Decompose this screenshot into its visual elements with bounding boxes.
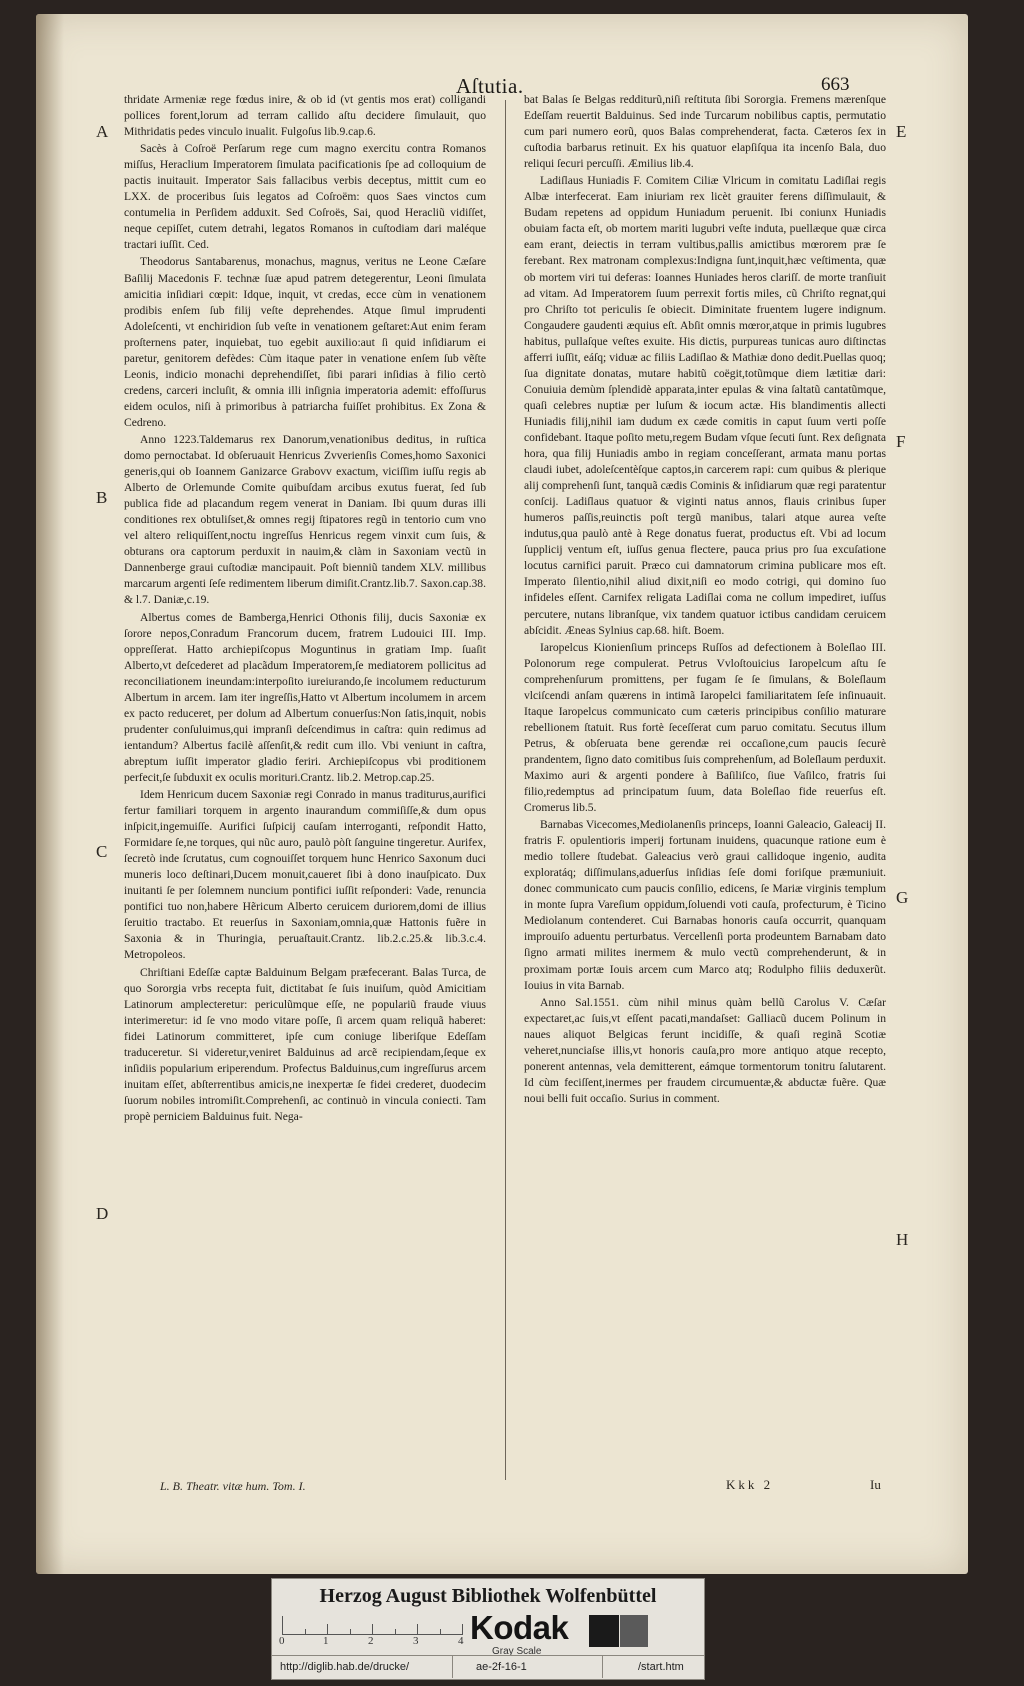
ruler-tick [350, 1629, 351, 1634]
catchword: Kkk 2 [726, 1477, 774, 1492]
paragraph: Anno 1223.Taldemarus rex Danorum,venationibus deditus, in ruſtica domo pernoctabat. Id obſeruauit Henricus Zvverienſis Comes,homo Saxonici generis,qui ob Ioannem Ganizarce Grabovv exactum, viciſſim iuſſu regis ab Alberto de Orlemunde Comite quibuſdam arcibus exutus fuerat, ſed ſub publica fide ad placandum regem venerat in Daniam. Ibi quum duras illi conditiones rex obtuliſset,& omnes regij ſtipatores regũ in tentorio cum vno vel altero reliquiſſent,noctu ingreſſus Henricus regem vinxit cum ſuis, & obturans ora captorum perduxit in nauim,& clàm in Saxoniam vectũ in Dannenberge graui cuſtodiæ mancipauit. Poſt bienniũ tandem XLV. millibus marcarum argenti ſeſe redimentem liberum dimiſit.Crantz.lib.7. Saxon.cap.38. & l.7. Daniæ,c.19. [124, 432, 486, 607]
ruler-tick [372, 1624, 373, 1634]
ruler-tick [327, 1624, 328, 1634]
margin-letter-b: B [96, 488, 108, 507]
library-name: Herzog August Bibliothek Wolfenbüttel [319, 1585, 657, 1607]
gray-scale-label: Gray Scale [492, 1646, 542, 1657]
next-word: Iu [870, 1477, 881, 1492]
archive-url: http://diglib.hab.de/drucke/ [280, 1661, 410, 1673]
paragraph: Chriſtiani Edeſſæ captæ Balduinum Belgam præfecerant. Balas Turca, de quo Sororgia vrbs recepta fuit, dictitabat ſe ſuis inuiſum, quòd Amicitiam Latinorum amplecteretur: periculũmque eſſe, ne populariũ fraude viuus interimeretur: id ſe vno modo vitare poſſe, ſi arcem quam reliquã haberet: fidei Latinorum committeret, ipſe cum coniuge liberiſque Edeſſam traduceretur. Si videretur,veniret Balduinus ad arcẽ recipiendam,ſeque ex inſidiis popularium eriperendum. Profectus Balduinus,cum ingreſſurus arcem inuitam eſſet, abſterrentibus amicis,ne inexpertæ ſe fidei crederet, duodecim ſuorum nobiles intromiſit.Comprehenſi, ac continuò in vincula coniecti. Tam propè perniciem Balduinus fuit. Nega- [124, 965, 486, 1123]
ruler-number: 1 [323, 1635, 329, 1647]
signature-mark: L. B. Theatr. vitæ hum. Tom. I. [160, 1479, 306, 1493]
margin-letter-d: D [96, 1204, 109, 1223]
archive-color-card [271, 1578, 705, 1680]
ruler-tick [305, 1629, 306, 1634]
ruler-number: 4 [458, 1635, 464, 1647]
url-separator [452, 1656, 453, 1678]
page-number: 663 [821, 74, 850, 95]
paragraph: Theodorus Santabarenus, monachus, magnus, veritus ne Leone Cæſare Baſilij Macedonis F. technæ ſuæ apud patrem detegerentur, Leoni ſimulata amicitia inſidiari cœpit: Idque, inquit, vt credas, ecce cùm in venationem prodibis enſem ſub filij veſte deprehendes. Atque ſimul imprudenti Adoleſcenti, vt enchiridion ſub veſte in venationem geſtaret:Aut enim feram proſternens pater, inquiebat, tuo egebit auxilio:aut ſi quid inſidiarum ei paretur, genitorem defèdes: Cùm itaque pater in venatione enſem ſub vẽſte Leonis, indicio monachi deprehendiſſet, ſibi parari inſidias à filio certò credens, carceri incluſit, & omnia illi inſignia imperatoria ademit: effoſſurus eidem oculos, niſi à primoribus à patriarcha fuiſſet prohibitus. Ex Zona & Cedreno. [124, 255, 486, 429]
margin-letter-c: C [96, 842, 108, 861]
ruler-numbers [276, 1635, 466, 1649]
paragraph: Ladiſlaus Huniadis F. Comitem Ciliæ Vlricum in comitatu Ladiſlai regis Albæ interfecerat. Eam iniuriam rex licèt grauiter ferens diſſimulauit, & Budam repetens ad oppidum Huniadum peruenit. Ibi coniunx Huniadis obuiam facta eſt, ob mortem mariti lugubri veſte induta, puellæque quæ circa eam erant, deiectis in terram vultibus,pallis amictibus mœrorem præ ſe ferebant. Rex matronam complexus:Indigna ſunt,inquit,hæc veſtimenta, quæ ob mortem viri tui deferas: Ioannes Huniades heros clariſſ. de morte tranſiuit ad vitam. Ad Imperatorem ſuum perrexit fortis miles, cũ Chriſto regnat,qui pro Chriſto tot periculis ſe obiecit. Diminitate fruentem lugere indignum. Congaudere gaudenti æquius eſt. Abſit omnis mœror,atque in primis lugubres habitus, pullaſque veſtes exuite. His dictis, purpureas tunicas auro diſtinctas afferri iuſſit, eáſq; viduæ ac filiis Ladiſlao & Mathiæ dono dedit.Puellas quoq; ſua dignitate donatas, mutare habitũ coëgit,totũmque diem lætitiæ dari: Conuiuia demùm ſplendidè apparata,inter epulas & vina ſaltatũ cantatũmque, quaſi celebres nuptiæ per luſum & iocum actæ. His blandimentis allecti Huniadis filij,nihil iam dudum ex cæde comitis in caput ſuum verti poſſe confidebant. Itaque poſito metu,regem Budam vſque ſecuti ſunt. Rex deſignata hora, qua filij Huniadis ambo in regiam conceſſerant, armata manu portas claudi iubet, adoleſcentèſque captos,in carcerem rapi: cum quibus & plerique alij comprehenſi ſunt, tanquã cædis Cominis & inſidiarum quæ regi paratentur conſcij. Ladiſlaus quatuor & viginti natus annos, flauis crinibus ſuper humeros paſſis,reuinctis poſt tergũ manibus, talari atque aurea veſte indutus,qua paulò antè à Rege donatus fuerat, productus eſt. Vbi ad locum ſupplicij ventum eſt, iuſſus genua flectere, pauca prius pro ſua excuſatione locutus carnifici paruit. Præco cui damnatorum crimina publicare mos eſt. Imperato ſilentio,nihil aliud dixit,niſi eo modo cotrigi, qui domino ſuo infideles eſſent. Carnifex religata Ladiſlai coma ne collum impediret, iuſſus percutere, nutans libranſque, vix tandem quatuor ictibus candidam ceruicem abſcidit. Æneas Sylnius cap.68. hiſt. Boem. [524, 174, 886, 637]
gray-swatch-medium [620, 1615, 648, 1647]
ruler-scale [282, 1616, 463, 1635]
paragraph: Sacès à Coſroë Perſarum rege cum magno exercitu contra Romanos miſſus, Heraclium Imperatorem ſimulata pacificationis ſpe ad colloquium de pactis inuitauit. Imperator Sais fallacibus verbis deceptus, mittit cum eo LXX. de proceribus ſuis legatos ad Coſroëm: quos Saes vinctos cum contumelia in Perſidem adduxit. Sed Coſroës, Sai, quod Heracliũ vidiſſet, neque cepiſſet, cutem detrahi, legatos Romanos in cuſtodiam dari maléque tractari iuſſit. Ced. [124, 142, 486, 252]
ruler-tick [440, 1629, 441, 1634]
book-page [36, 14, 968, 1574]
kodak-logo: Kodak [470, 1609, 569, 1646]
paragraph: thridate Armeniæ rege fœdus inire, & ob id (vt gentis mos erat) colligandi pollices forent,lorum ad terram callido aſtu decidere ſimulauit, quo Mithridatis pedes vinculo inualit. Fulgoſus lib.9.cap.6. [124, 93, 486, 139]
column-divider [505, 100, 506, 1480]
archive-url-row [272, 1655, 704, 1678]
margin-letter-f: F [896, 432, 906, 451]
start-link: /start.htm [638, 1661, 684, 1673]
paragraph: Albertus comes de Bamberga,Henrici Othonis filij, ducis Saxoniæ ex ſorore nepos,Conradum Francorum ducem, fratrem Ludouici III. Imp. oppreſſerat. Hatto archiepiſcopus Moguntinus in gratiam Imp. ſuaſit Alberto,vt deſcederet ad placãdum Imperatorem,ſe mediatorem pollicitus ad reconciliationem ineundam:interpoſito iureiurando,ſe incolumem reducturum Albertum in arcem. Iam iter ingreſſis,Hatto vt Albertum incolumem in arcem ex pacto reduceret, per dolum ad Albertum conuerſus:Non ſatis,inquit, nobis prudenter conſuluimus,qui impranſi deſcendimus in caſtra: quin redimus ad ientandum? Albertus facilè aſſenſit,& redit cum illo. Vbi veniunt in caſtra, abreptum iuſſit imperator gladio feriri. Archiepiſcopus vbi proditionem perfecit,ſe ſubduxit ex oculis morituri.Crantz. lib.2. Metrop.cap.25. [124, 610, 486, 784]
shelfmark: ae-2f-16-1 [476, 1661, 527, 1673]
url-separator [602, 1656, 603, 1678]
ruler-number: 0 [279, 1635, 285, 1647]
left-column [124, 92, 486, 1477]
gray-swatch-dark [589, 1615, 619, 1647]
paragraph: Barnabas Vicecomes,Mediolanenſis princeps, Ioanni Galeacio, Galeacij II. fratris F. opulentioris imperij fortunam inuidens, quacunque ratione eum è medio tollere ſtudebat. Galeacius verò graui callidoque ingenio, audita exploratáq; diſſimulans,aduerſus inſidias ſeſe domi foriſque præmuniuit. donec communicato cum paucis conſilio, edicens, ſe Mariæ virginis templum in monte ſupra Vareſium oppidum,ſoluendi voti cauſa, profecturum, è Ticino Mediolanum contenderet. Cui Barnabas honoris cauſa occurrit, quanquam improuiſo aduentu perturbatus. Vercellenſi porta prodeuntem Barnabam dato ſigno armati milites inermem & mulo vectũ comprehenderunt, & in proximam portæ Iouis arcem cum Marco atq; Rodulpho filiis deduxerũt. Iouius in vita Barnab. [524, 818, 886, 992]
paragraph: Anno Sal.1551. cùm nihil minus quàm bellũ Carolus V. Cæſar expectaret,ac ſuis,vt eſſent pacati,mandaſset: Galliacũ ducem Polinum in naues aliquot Belgicas ferunt incidiſſe, & quaſi reginã Scotiæ veheret,nunciaſse illis,vt honoris cauſa,pro more antiquo atque recepto, ponerent antennas, vela demitterent, eámque tormentorum tonitru ſalutarent. Id cùm feciſſent,inermes per fraudem circumuentæ,& abductæ fuẽre. Quæ noui belli fuit occaſio. Surius in comment. [524, 995, 886, 1105]
ruler-tick [462, 1624, 463, 1634]
margin-letter-a: A [96, 122, 109, 141]
paragraph: bat Balas ſe Belgas redditurũ,niſi reſtituta ſibi Sororgia. Fremens mærenſque Edeſſam reuertit Balduinus. Sed inde Turcarum nobilibus captis, permutatio cum pari numero eorũ, quos Balas comprehenderat, facta. Cæteros ſex in cuſtodia barbarus retinuit. Ex his quatuor elapſiſqua ita incenſo Bala, duo reliqui ſecuri percuſſi. Æmilius lib.4. [524, 93, 886, 171]
ruler-tick [395, 1629, 396, 1634]
paragraph: Idem Henricum ducem Saxoniæ regi Conrado in manus traditurus,aurifici fertur familiari torquem in argento inaurandum commiſiſſe,& dum opus inſpicit,ingemuiſſe. Aurifici ſuſpicij cauſam interroganti, reſpondit Hatto, Formidare ſe,ne torques, qui nũc auro, paulò pòſt ſanguine tingeretur. Aurifex, ſecretò inde ſcrutatus, cum cognouiſſet torquem hunc Henrico Saxonum duci muneris loco deſtinari,Ducem monuit,caueret ſibi à dono inauſpicato. Dux inuitanti ſe per ſolemnem nuncium pontifici iuſſit reſponderi: Vade, renuncia pontifici tuo non,habere Hẽricum Alberto ceruicem duriorem,domi de illius ſeruitio tractabo. Et reuerſus in Saxoniam,omnia,quæ Hattonis fuẽre in Saxonia & in Thuringia, peruaſtauit.Crantz. lib.2.c.25.& lib.3.c.4. Metropoleos. [124, 788, 486, 962]
page-header [36, 62, 968, 98]
running-head: Aſtutia. [456, 74, 524, 98]
margin-letter-e: E [896, 122, 907, 141]
paragraph: Iaropelcus Kionienſium princeps Ruſſos ad defectionem à Boleſlao III. Polonorum rege compulerat. Petrus Vvloſtouicius Iaropelcum aſtu ſe comprehenſurum promittens, per fugam ſe ſe ſimulans, & Boleſlaum vlciſcendi anſam quærens in intimã Iaropelci familiaritatem ſeſe inſinuauit. Itaque Iaropelcus communicato cum cæteris principibus conſilio maturare rebellionem ſtatuit. Rus fortè ſeceſſerat cum paruo comitatu. Secutus illum Petrus, & obſeruata bene gerendæ rei occaſione,cum paucis ſecurè prandentem, ſigno dato comitibus ſuis comprehenſum, ad Boleſlaum perduxit. Maximo auri & argenti pondere à Baſiliſco, ſiue Vaſilco, fratris ſui filio,redemptus ad principatum ſuum, data Boleſlao fide reuerſus eſt. Cromerus lib.5. [524, 640, 886, 815]
margin-letter-g: G [896, 888, 909, 907]
right-column [524, 92, 886, 1477]
ruler-number: 3 [413, 1635, 419, 1647]
ruler-number: 2 [368, 1635, 374, 1647]
ruler-tick [417, 1624, 418, 1634]
margin-letter-h: H [896, 1230, 909, 1249]
gutter-shadow [36, 14, 64, 1574]
